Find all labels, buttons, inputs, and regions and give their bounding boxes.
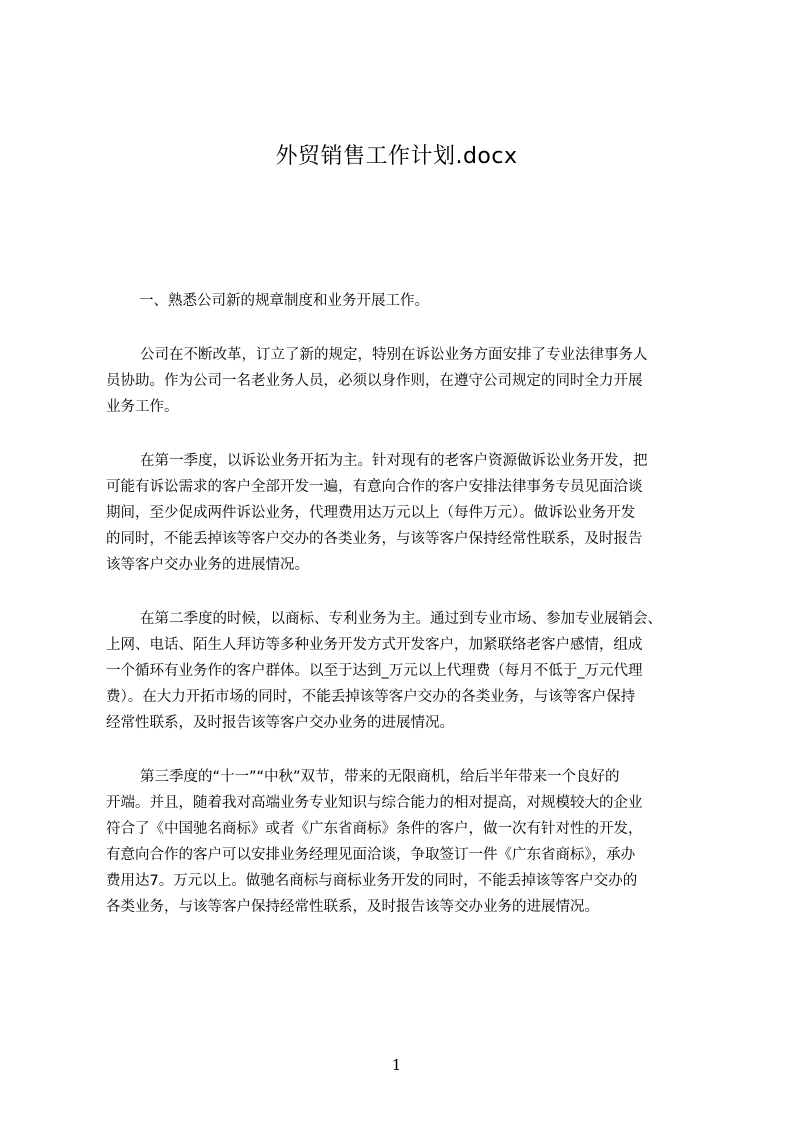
paragraph-line: 员协助。作为公司一名老业务人员，必须以身作则，在遵守公司规定的同时全力开展 <box>106 373 643 389</box>
paragraph-3 <box>106 606 702 736</box>
paragraph-4 <box>106 764 702 920</box>
section-heading: 一、熟悉公司新的规章制度和业务开展工作。 <box>139 293 429 309</box>
document-title: 外贸销售工作计划.docx <box>275 144 518 169</box>
paragraph-line: 该等客户交办业务的进展情况。 <box>106 557 309 573</box>
paragraph-line: 在第二季度的时候，以商标、专利业务为主。通过到专业市场、参加专业展销会、 <box>140 611 662 627</box>
paragraph-line: 经常性联系，及时报告该等客户交办业务的进展情况。 <box>106 715 454 731</box>
paragraph-line: 费）。在大力开拓市场的同时，不能丢掉该等客户交办的各类业务，与该等客户保持 <box>106 689 636 705</box>
paragraph-line: 有意向合作的客户可以安排业务经理见面洽谈，争取签订一件《广东省商标》，承办 <box>106 847 636 863</box>
paragraph-line: 在第一季度，以诉讼业务开拓为主。针对现有的老客户资源做诉讼业务开发，把 <box>140 453 648 469</box>
paragraph-line: 第三季度的“十一”“中秋”双节，带来的无限商机，给后半年带来一个良好的 <box>140 769 620 785</box>
paragraph-line: 可能有诉讼需求的客户全部开发一遍，有意向合作的客户安排法律事务专员见面洽谈 <box>106 479 643 495</box>
paragraph-line: 费用达7。万元以上。做驰名商标与商标业务开发的同时，不能丢掉该等客户交办的 <box>106 873 638 889</box>
paragraph-line: 一个循环有业务作的客户群体。以至于达到_万元以上代理费（每月不低于_万元代理 <box>106 663 643 679</box>
paragraph-2 <box>106 448 702 578</box>
paragraph-line: 符合了《中国驰名商标》或者《广东省商标》条件的客户，做一次有针对性的开发， <box>106 821 643 837</box>
paragraph-line: 的同时，不能丢掉该等客户交办的各类业务，与该等客户保持经常性联系，及时报告 <box>106 531 643 547</box>
paragraph-line: 上网、电话、陌生人拜访等多种业务开发方式开发客户，加紧联络老客户感情，组成 <box>106 637 643 653</box>
paragraph-line: 期间，至少促成两件诉讼业务，代理费用达万元以上（每件万元）。做诉讼业务开发 <box>106 505 636 521</box>
paragraph-1 <box>106 342 702 420</box>
paragraph-line: 公司在不断改革，订立了新的规定，特别在诉讼业务方面安排了专业法律事务人 <box>140 347 648 363</box>
paragraph-line: 各类业务，与该等客户保持经常性联系，及时报告该等交办业务的进展情况。 <box>106 899 599 915</box>
page-number: 1 <box>391 1056 402 1074</box>
paragraph-line: 业务工作。 <box>106 399 179 415</box>
paragraph-line: 开端。并且，随着我对高端业务专业知识与综合能力的相对提高，对规模较大的企业 <box>106 795 643 811</box>
